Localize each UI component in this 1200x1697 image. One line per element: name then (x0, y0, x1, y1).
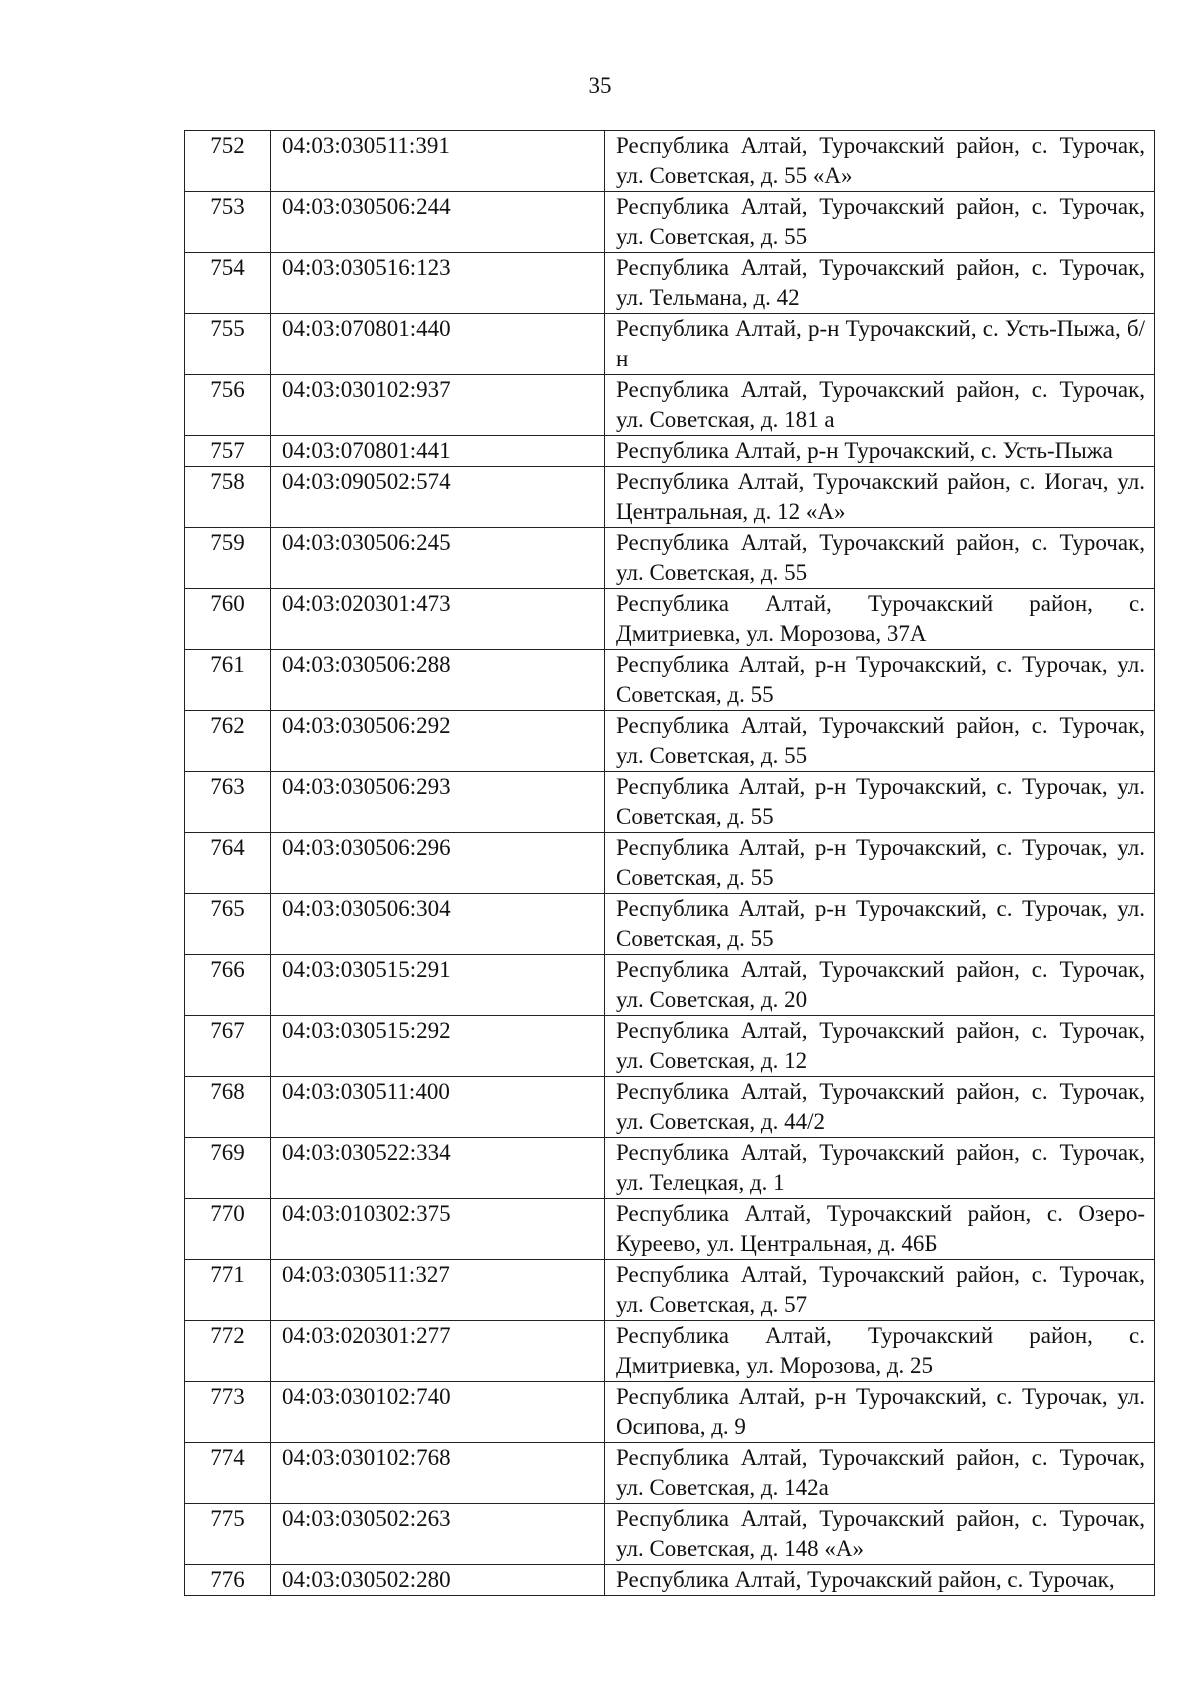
address-cell: Республика Алтай, Турочакский район, с. Турочак, ул. Телецкая, д. 1 (605, 1138, 1155, 1199)
table-row (185, 528, 1155, 589)
table-row (185, 467, 1155, 528)
address-cell: Республика Алтай, Турочакский район, с. Дмитриевка, ул. Морозова, 37А (605, 589, 1155, 650)
address-cell: Республика Алтай, Турочакский район, с. Турочак, ул. Советская, д. 181 а (605, 375, 1155, 436)
cadastral-number-cell: 04:03:030522:334 (271, 1138, 605, 1199)
address-cell: Республика Алтай, Турочакский район, с. Дмитриевка, ул. Морозова, д. 25 (605, 1321, 1155, 1382)
table-row (185, 1260, 1155, 1321)
row-number-cell: 772 (185, 1321, 271, 1382)
table-row (185, 894, 1155, 955)
cadastral-number-cell: 04:03:030506:288 (271, 650, 605, 711)
table-row (185, 192, 1155, 253)
table-row (185, 314, 1155, 375)
table-row (185, 589, 1155, 650)
row-number-cell: 766 (185, 955, 271, 1016)
cadastral-number-cell: 04:03:030506:296 (271, 833, 605, 894)
cadastral-number-cell: 04:03:090502:574 (271, 467, 605, 528)
row-number-cell: 776 (185, 1565, 271, 1596)
row-number-cell: 764 (185, 833, 271, 894)
address-cell: Республика Алтай, Турочакский район, с. Турочак, ул. Советская, д. 20 (605, 955, 1155, 1016)
cadastral-number-cell: 04:03:030502:280 (271, 1565, 605, 1596)
row-number-cell: 760 (185, 589, 271, 650)
row-number-cell: 762 (185, 711, 271, 772)
table-row (185, 1199, 1155, 1260)
address-cell: Республика Алтай, р-н Турочакский, с. Усть-Пыжа, б/н (605, 314, 1155, 375)
address-cell: Республика Алтай, Турочакский район, с. Турочак, ул. Советская, д. 55 (605, 711, 1155, 772)
table-row (185, 436, 1155, 467)
row-number-cell: 773 (185, 1382, 271, 1443)
table-row (185, 1138, 1155, 1199)
cadastral-number-cell: 04:03:030506:292 (271, 711, 605, 772)
table-row (185, 772, 1155, 833)
address-cell: Республика Алтай, Турочакский район, с. Турочак, ул. Советская, д. 55 «А» (605, 131, 1155, 192)
cadastral-number-cell: 04:03:030511:327 (271, 1260, 605, 1321)
row-number-cell: 770 (185, 1199, 271, 1260)
table-row (185, 375, 1155, 436)
registry-table-body (185, 131, 1155, 1596)
table-row (185, 131, 1155, 192)
address-cell: Республика Алтай, Турочакский район, с. Иогач, ул. Центральная, д. 12 «А» (605, 467, 1155, 528)
table-row (185, 1443, 1155, 1504)
cadastral-number-cell: 04:03:030506:245 (271, 528, 605, 589)
row-number-cell: 775 (185, 1504, 271, 1565)
table-row (185, 1382, 1155, 1443)
address-cell: Республика Алтай, Турочакский район, с. Турочак, ул. Советская, д. 148 «А» (605, 1504, 1155, 1565)
address-cell: Республика Алтай, Турочакский район, с. Турочак, ул. Советская, д. 12 (605, 1016, 1155, 1077)
cadastral-number-cell: 04:03:020301:473 (271, 589, 605, 650)
address-cell: Республика Алтай, Турочакский район, с. Турочак, ул. Советская, д. 44/2 (605, 1077, 1155, 1138)
row-number-cell: 753 (185, 192, 271, 253)
cadastral-number-cell: 04:03:030102:937 (271, 375, 605, 436)
address-cell: Республика Алтай, Турочакский район, с. Озеро-Куреево, ул. Центральная, д. 46Б (605, 1199, 1155, 1260)
row-number-cell: 769 (185, 1138, 271, 1199)
address-cell: Республика Алтай, р-н Турочакский, с. Турочак, ул. Советская, д. 55 (605, 833, 1155, 894)
cadastral-number-cell: 04:03:030102:740 (271, 1382, 605, 1443)
address-cell: Республика Алтай, Турочакский район, с. Турочак, ул. Тельмана, д. 42 (605, 253, 1155, 314)
cadastral-number-cell: 04:03:070801:441 (271, 436, 605, 467)
cadastral-number-cell: 04:03:030511:400 (271, 1077, 605, 1138)
table-row (185, 955, 1155, 1016)
cadastral-number-cell: 04:03:010302:375 (271, 1199, 605, 1260)
row-number-cell: 752 (185, 131, 271, 192)
address-cell: Республика Алтай, Турочакский район, с. Турочак, ул. Советская, д. 57 (605, 1260, 1155, 1321)
cadastral-number-cell: 04:03:030516:123 (271, 253, 605, 314)
row-number-cell: 768 (185, 1077, 271, 1138)
address-cell: Республика Алтай, р-н Турочакский, с. Усть-Пыжа (605, 436, 1155, 467)
table-row (185, 1565, 1155, 1596)
cadastral-number-cell: 04:03:030102:768 (271, 1443, 605, 1504)
cadastral-number-cell: 04:03:030506:304 (271, 894, 605, 955)
cadastral-number-cell: 04:03:030515:291 (271, 955, 605, 1016)
table-row (185, 1504, 1155, 1565)
row-number-cell: 771 (185, 1260, 271, 1321)
cadastral-number-cell: 04:03:030506:244 (271, 192, 605, 253)
row-number-cell: 765 (185, 894, 271, 955)
row-number-cell: 756 (185, 375, 271, 436)
table-row (185, 650, 1155, 711)
cadastral-number-cell: 04:03:030502:263 (271, 1504, 605, 1565)
row-number-cell: 759 (185, 528, 271, 589)
address-cell: Республика Алтай, Турочакский район, с. Турочак, ул. Советская, д. 142а (605, 1443, 1155, 1504)
address-cell: Республика Алтай, р-н Турочакский, с. Турочак, ул. Советская, д. 55 (605, 772, 1155, 833)
table-row (185, 1077, 1155, 1138)
row-number-cell: 767 (185, 1016, 271, 1077)
row-number-cell: 761 (185, 650, 271, 711)
table-row (185, 833, 1155, 894)
page-number: 35 (588, 73, 612, 98)
address-cell: Республика Алтай, Турочакский район, с. Турочак, ул. Советская, д. 55 (605, 528, 1155, 589)
row-number-cell: 755 (185, 314, 271, 375)
row-number-cell: 758 (185, 467, 271, 528)
cadastral-number-cell: 04:03:030511:391 (271, 131, 605, 192)
table-row (185, 1321, 1155, 1382)
address-cell: Республика Алтай, р-н Турочакский, с. Турочак, ул. Советская, д. 55 (605, 650, 1155, 711)
row-number-cell: 757 (185, 436, 271, 467)
table-row (185, 1016, 1155, 1077)
cadastral-number-cell: 04:03:070801:440 (271, 314, 605, 375)
row-number-cell: 774 (185, 1443, 271, 1504)
row-number-cell: 754 (185, 253, 271, 314)
cadastral-number-cell: 04:03:030515:292 (271, 1016, 605, 1077)
table-row (185, 711, 1155, 772)
address-cell: Республика Алтай, Турочакский район, с. Турочак, (605, 1565, 1155, 1596)
address-cell: Республика Алтай, р-н Турочакский, с. Турочак, ул. Осипова, д. 9 (605, 1382, 1155, 1443)
address-cell: Республика Алтай, Турочакский район, с. Турочак, ул. Советская, д. 55 (605, 192, 1155, 253)
registry-table (184, 130, 1155, 1596)
cadastral-number-cell: 04:03:020301:277 (271, 1321, 605, 1382)
row-number-cell: 763 (185, 772, 271, 833)
table-row (185, 253, 1155, 314)
cadastral-number-cell: 04:03:030506:293 (271, 772, 605, 833)
address-cell: Республика Алтай, р-н Турочакский, с. Турочак, ул. Советская, д. 55 (605, 894, 1155, 955)
